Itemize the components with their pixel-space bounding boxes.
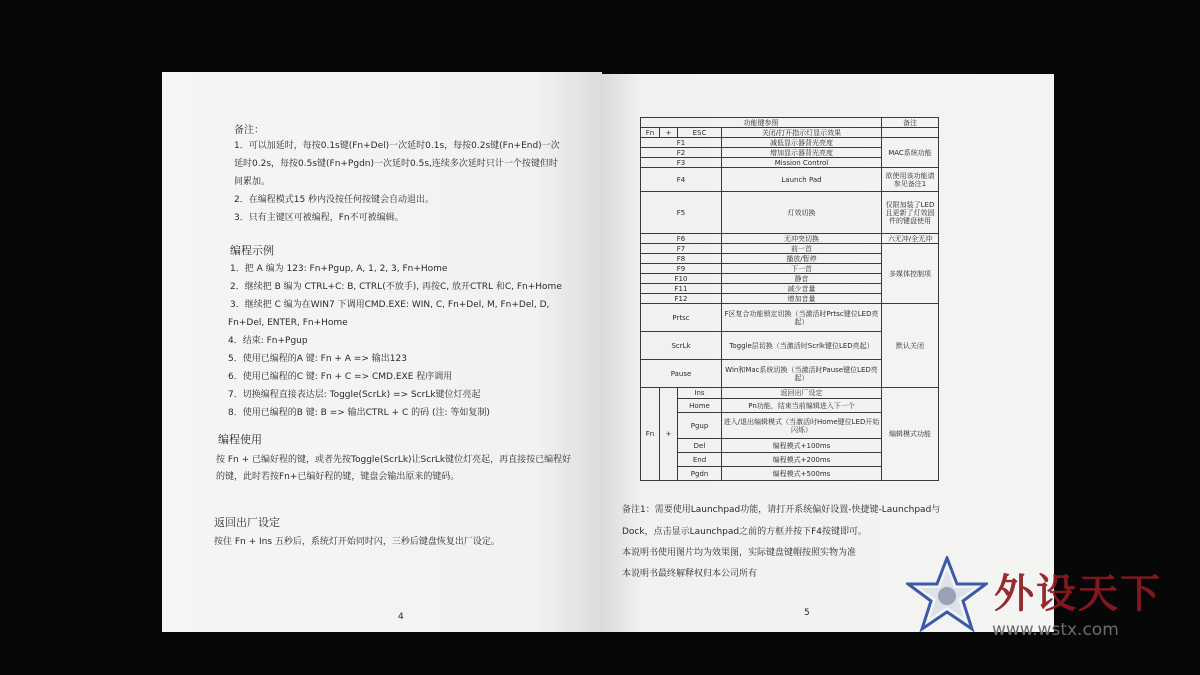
desc-cell: 返回出厂设定 <box>722 388 882 399</box>
key-cell: F8 <box>641 254 722 264</box>
desc-cell: 静音 <box>722 274 882 284</box>
desc-cell: 编程模式+100ms <box>722 439 882 453</box>
table-row <box>641 234 939 244</box>
page-number: 5 <box>804 608 810 618</box>
fn-cell: Fn <box>641 388 660 481</box>
example-line: 6．使用已编程的C 键: Fn + C => CMD.EXE 程序调用 <box>228 372 453 382</box>
desc-cell: 编程模式+200ms <box>722 453 882 467</box>
desc-cell: 播放/暂停 <box>722 254 882 264</box>
desc-cell: 减低显示器背光亮度 <box>722 138 882 148</box>
note-cell: 多媒体控制项 <box>882 244 939 304</box>
desc-cell: 减少音量 <box>722 284 882 294</box>
site-watermark <box>906 556 1196 671</box>
fn-cell: Fn <box>641 128 660 138</box>
table-row <box>641 138 939 148</box>
desc-cell: Mission Control <box>722 158 882 168</box>
table-row <box>641 128 939 138</box>
note-cell: MAC系统功能 <box>882 138 939 168</box>
key-cell: Pgdn <box>678 467 722 481</box>
example-line: 2．继续把 B 编为 CTRL+C: B, CTRL(不放手), 再按C, 放开CTRL 和C, Fn+Home <box>230 282 562 292</box>
usage-paragraph: 按 Fn + 已编好程的键，或者先按Toggle(ScrLk)让ScrLk键位灯亮起，再直接按已编程好的键，此时若按Fn+已编好程的键，键盘会输出原来的键码。 <box>216 455 572 482</box>
desc-cell: 编程模式+500ms <box>722 467 882 481</box>
manual-page-right <box>600 74 1054 632</box>
desc-cell: 增加显示器背光亮度 <box>722 148 882 158</box>
desc-cell: F区复合功能锁定切换（当激活时Prtsc键位LED亮起） <box>722 304 882 332</box>
note-cell: 编辑模式功能 <box>882 388 939 481</box>
key-cell: Home <box>678 399 722 413</box>
page-number: 4 <box>398 612 404 622</box>
desc-cell: 无冲突切换 <box>722 234 882 244</box>
example-line: 8．使用已编程的B 键: B => 输出CTRL + C 的码 (注: 等如复制) <box>228 408 490 418</box>
watermark-brand: 外设天下 <box>994 571 1162 617</box>
key-cell: End <box>678 453 722 467</box>
example-heading: 编程示例 <box>230 244 274 257</box>
key-cell: Ins <box>678 388 722 399</box>
example-line: 7．切换编程直接表达层: Toggle(ScrLk) => ScrLk键位灯亮起 <box>228 390 481 400</box>
reset-heading: 返回出厂设定 <box>214 516 280 529</box>
key-cell: Prtsc <box>641 304 722 332</box>
usage-heading: 编程使用 <box>218 433 262 446</box>
key-cell: F6 <box>641 234 722 244</box>
note-cell: 六无冲/全无冲 <box>882 234 939 244</box>
star-mascot-logo <box>906 556 988 632</box>
example-line: 1．把 A 编为 123: Fn+Pgup, A, 1, 2, 3, Fn+Home <box>230 264 448 274</box>
key-cell: ScrLk <box>641 332 722 360</box>
note-line: 延时0.2s，每按0.5s键(Fn+Pgdn)一次延时0.5s,连续多次延时只计一个按键但时 <box>234 159 558 169</box>
key-cell: F12 <box>641 294 722 304</box>
notes-heading: 备注： <box>234 125 264 136</box>
table-title: 功能键参照 <box>641 118 882 128</box>
table-header-row <box>641 118 939 128</box>
footnote-line: 本说明书最终解释权归本公司所有 <box>622 569 758 579</box>
example-line: 4．结束: Fn+Pgup <box>228 336 308 346</box>
desc-cell: Win和Mac系统切换（当激活时Pause键位LED亮起） <box>722 360 882 388</box>
footnote-line: 本说明书使用图片均为效果图，实际键盘键帽按照实物为准 <box>622 548 857 558</box>
table-row <box>641 388 939 399</box>
watermark-url: www.wstx.com <box>992 620 1119 640</box>
table-row <box>641 304 939 332</box>
example-line: 3．继续把 C 编为在WIN7 下调用CMD.EXE: WIN, C, Fn+Del, M, Fn+Del, D, <box>230 300 550 310</box>
key-cell: F3 <box>641 158 722 168</box>
plus-cell: + <box>660 128 678 138</box>
key-cell: Pause <box>641 360 722 388</box>
desc-cell: 增加音量 <box>722 294 882 304</box>
key-cell: Del <box>678 439 722 453</box>
note-cell: 默认关闭 <box>882 304 939 388</box>
desc-cell: Toggle层切换（当激活时Scrlk键位LED亮起） <box>722 332 882 360</box>
desc-cell: 进入/退出编辑模式（当激活时Home键位LED开始闪烁） <box>722 413 882 439</box>
table-row <box>641 192 939 234</box>
footnote-line: 备注1：需要使用Launchpad功能，请打开系统偏好设置-快捷键-Launchpad与 <box>622 505 941 515</box>
desc-cell: 下一首 <box>722 264 882 274</box>
reset-text: 按住 Fn + Ins 五秒后，系统灯开始同时闪，三秒后键盘恢复出厂设定。 <box>214 537 500 547</box>
note-cell <box>882 128 939 138</box>
key-cell: F2 <box>641 148 722 158</box>
key-cell: F1 <box>641 138 722 148</box>
note-line: 2．在编程模式15 秒内没按任何按键会自动退出。 <box>234 195 435 205</box>
plus-cell: + <box>660 388 678 481</box>
key-cell: F10 <box>641 274 722 284</box>
key-cell: F9 <box>641 264 722 274</box>
key-cell: F11 <box>641 284 722 294</box>
key-cell: Pgup <box>678 413 722 439</box>
desc-cell: Launch Pad <box>722 168 882 192</box>
example-line: 5．使用已编程的A 键: Fn + A => 输出123 <box>228 354 407 364</box>
manual-page-left <box>162 72 602 632</box>
example-line: Fn+Del, ENTER, Fn+Home <box>228 318 348 328</box>
table-row <box>641 244 939 254</box>
key-cell: F7 <box>641 244 722 254</box>
key-cell: F4 <box>641 168 722 192</box>
note-line: 3．只有主键区可被编程，Fn不可被编辑。 <box>234 213 404 223</box>
note-cell: 欲使用该功能请参见备注1 <box>882 168 939 192</box>
function-key-table <box>640 117 939 481</box>
table-note-header: 备注 <box>882 118 939 128</box>
note-cell: 仅限加装了LED且更新了灯效固件的键盘使用 <box>882 192 939 234</box>
note-line: 1．可以加延时，每按0.1s键(Fn+Del)一次延时0.1s，每按0.2s键(Fn+End)一次 <box>234 141 560 151</box>
desc-cell: 关闭/打开指示灯显示效果 <box>722 128 882 138</box>
desc-cell: 灯效切换 <box>722 192 882 234</box>
key-cell: ESC <box>678 128 722 138</box>
key-cell: F5 <box>641 192 722 234</box>
note-line: 间累加。 <box>234 177 271 187</box>
desc-cell: 前一首 <box>722 244 882 254</box>
table-row <box>641 168 939 192</box>
desc-cell: Pn功能，结束当前编辑进入下一个 <box>722 399 882 413</box>
footnote-line: Dock，点击显示Launchpad之前的方框并按下F4按键即可。 <box>622 527 868 537</box>
